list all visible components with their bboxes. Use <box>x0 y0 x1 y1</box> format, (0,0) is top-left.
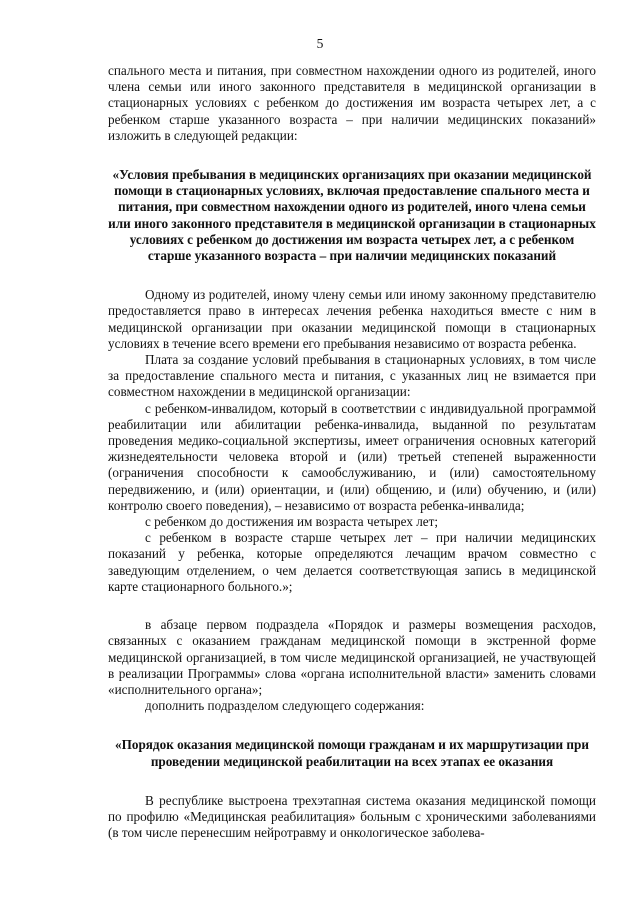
paragraph-child-under-four: с ребенком до достижения им возраста четырех лет; <box>145 514 439 530</box>
paragraph-amendment-first-subsection: в абзаце первом подраздела «Порядок и размеры возмещения расходов, связанных с оказанием гражданам медицинской помощи в экстренной форме медицинской организацией, в том числе медицинской организацией, не участвующей в реализации Программы» слова «органа исполнительной власти» заменить словами «исполнительного органа»; <box>108 617 596 697</box>
paragraph-continuation: спального места и питания, при совместном нахождении одного из родителей, иного члена семьи или иного законного представителя в медицинской организации в стационарных условиях с ребенком до достижения им возраста четырех лет, а с ребенком старше указанного возраста – при наличии медицинских показаний» изложить в следующей редакции: <box>108 63 596 143</box>
paragraph-child-over-four: с ребенком в возрасте старше четырех лет – при наличии медицинских показаний у ребенка, которые определяются лечащим врачом совместно с заведующим отделением, о чем делается соответствующая запись в медицинской карте стационарного больного.»; <box>108 530 596 594</box>
paragraph-parent-right: Одному из родителей, иному члену семьи или иному законному представителю предоставляется право в интересах лечения ребенка находиться вместе с ним в медицинской организации при оказании медицинской помощи в стационарных условиях в течение всего времени его пребывания независимо от возраста ребенка. <box>108 287 596 351</box>
paragraph-fee-exemption: Плата за создание условий пребывания в стационарных условиях, в том числе за предоставление спального места и питания, с указанных лиц не взимается при совместном нахождении в медицинской организации: <box>108 352 596 400</box>
section-heading-rehabilitation-routing: «Порядок оказания медицинской помощи гражданам и их маршрутизации при проведении медицинской реабилитации на всех этапах ее оказания <box>115 737 589 769</box>
section-heading-stay-conditions: «Условия пребывания в медицинских организациях при оказании медицинской помощи в стационарных условиях, включая предоставление спального места и питания, при совместном нахождении одного из родителей, иного члена семьи или иного законного представителя в медицинской организации в стационарных условиях с ребенком до достижения им возраста четырех лет, а с ребенком старше указанного возраста – при наличии медицинских показаний <box>108 167 596 264</box>
paragraph-disabled-child: с ребенком-инвалидом, который в соответствии с индивидуальной программой реабилитации или абилитации ребенка-инвалида, выданной по результатам проведения медико-социальной экспертизы, имеет ограничения основных категорий жизнедеятельности человека второй и (или) третьей степеней выраженности (ограничения способности к самообслуживанию, и (или) самостоятельному передвижению, и (или) ориентации, и (или) общению, и (или) обучению, и (или) контролю своего поведения), – независимо от возраста ребенка-инвалида; <box>108 400 596 513</box>
paragraph-add-subsection: дополнить подразделом следующего содержания: <box>145 698 425 714</box>
paragraph-rehabilitation-system: В республике выстроена трехэтапная система оказания медицинской помощи по профилю «Медицинская реабилитация» больным с хроническими заболеваниями (в том числе перенесшим нейротравму и онкологическое заболева- <box>108 792 596 841</box>
page-number: 5 <box>316 36 324 51</box>
document-body <box>108 63 596 841</box>
